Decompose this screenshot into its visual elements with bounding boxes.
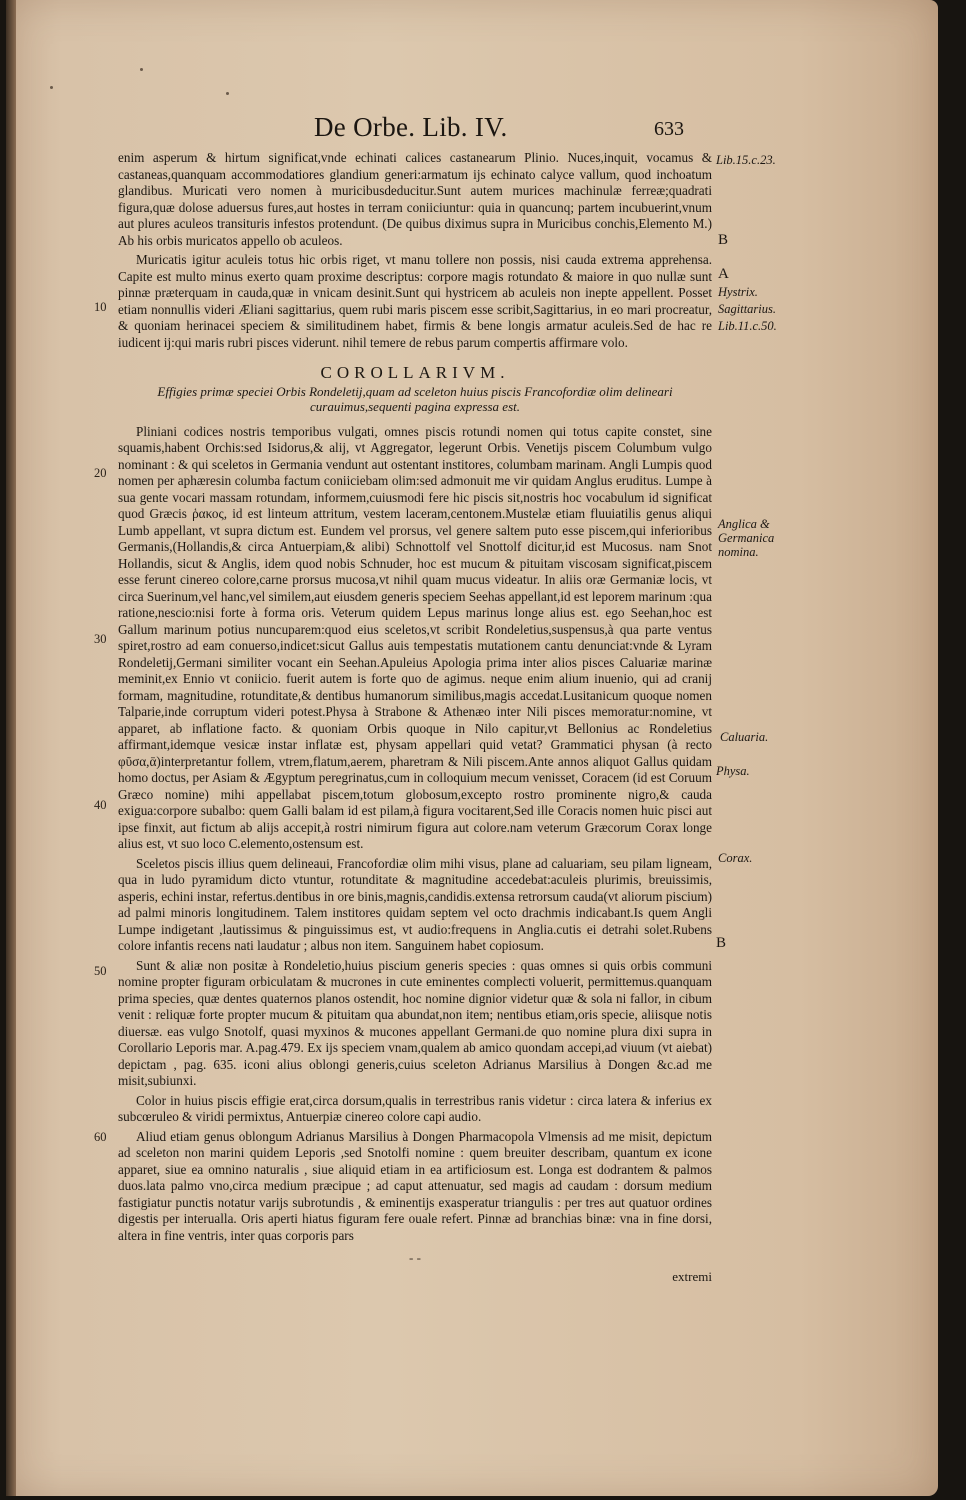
corollary-heading: COROLLARIVM. [320,363,510,382]
line-number: 20 [94,466,107,480]
margin-note: Sagittarius. [718,302,776,316]
margin-note: Physa. [716,764,750,778]
paragraph: Muricatis igitur aculeis totus hic orbis riget, vt manu tollere non possis, nisi cauda extrema apprehensa. Capite est multo minus exerto quam proxime descriptus: corpore magis rotundato & maiore in quo nullæ sunt pinnæ præterquam in cauda,quæ in vnicam desinit.Sunt qui hystricem ab aculeis non inepte appellent. Posset etiam nonnullis videri Æliani sagittarius, quem rubi maris piscem esse scribit,Sagittarius, in eo mari procreatur, & quoniam herinacei speciem & similitudinem habet, firmis & bene longis armatur aculeis.Sed de hac re iudicent ij:qui maris rubri pisces viderunt. nihil temere de rebus parum compertis affirmare volo. [118,252,712,350]
page-number: 633 [654,118,684,140]
margin-note: Lib.15.c.23. [716,153,776,167]
ink-speck [140,68,143,71]
body-text [118,150,712,1285]
paragraph: Sunt & aliæ non positæ à Rondeletio,huius piscium generis species : quas omnes si quis orbis communi nomine propter figuram orbiculatam & mucrones in cute eminentes complecti voluerit, permittemus.quanquam prima species, quæ dentes quaternos planos ostendit, hoc nomine dignior videtur quæ & sola ni fallor, in cibum venit : reliquæ forte propter mucum & pituitam qua abundat,non item; nentibus etiam,oris specie, aliisque notis diuersæ. eas vulgo Snotolf, quasi myxinos & mucones appellant Germani.de quo nomine plura dixi supra in Corollario Leporis mar. A.pag.479. Ex ijs speciem vnam,qualem ab amico quondam accepi,ad viuum (vt aiebat) depictam , pag. 635. iconi alius oblongi generis,cuius sceleton Adrianus Marsilius à Dongen &c.ad me misit,subiunxi. [118,957,712,1088]
page-header [6,110,938,150]
section-letter: B [716,935,727,951]
catchword: extremi [672,1268,712,1284]
margin-note: Caluaria. [720,730,769,744]
book-page [6,0,938,1496]
ink-mark: - - [409,1250,421,1265]
section-letter: B [718,232,729,248]
margin-note: Lib.11.c.50. [718,319,777,333]
section-letter: A [718,266,729,282]
running-head: De Orbe. Lib. IV. [314,112,508,142]
line-number: 60 [94,1130,107,1144]
line-number: 10 [94,300,107,314]
paragraph: Color in huius piscis effigie erat,circa dorsum,qualis in terrestribus ranis videtur : circa latera & inferius ex subcœruleo & viridi permixtus, Antuerpiæ cinereo colore capi audio. [118,1092,712,1124]
paragraph: Aliud etiam genus oblongum Adrianus Marsilius à Dongen Pharmacopola Vlmensis ad me misit, depictum ad sceleton non marini quidem Leporis ,sed Snotolfi nomine : quem breuiter describam, quantum ex icone apparet, siue ea omnino naturalis , siue aliquid etiam in ea artificiosum est. Longa est dodrantem & palmos duos.lata palmo vno,circa medium præcipue ; ad caput attenuatur, sed magis ad caudam : dorsum medium fastigiatur punctis notatur varijs subrotundis , & eminentijs exasperatur triangulis : per tres aut quatuor ordines digestis per interualla. Oris aperti hiatus figuram fere ouale refert. Pinnæ ad branchias binæ: vna in fine dorsi, altera in fine ventris, inter quas corporis pars [118,1128,712,1243]
paragraph: Pliniani codices nostris temporibus vulgati, omnes piscis rotundi nomen qui totus capite constet, sine squamis,habent Orchis:sed Isidorus,& alij, vt Aggregator, legerunt Orbis. Venetijs piscem Columbum vulgo nominant : & qui sceletos in Germania vendunt aut ostentant institores, columbam marinam. Angli Lumpis quod nomen per aphæresin columba factum coniiciebam olim:sed admonuit me vir quidam Anglus eruditus. Lumpe à sua gente vocari massam rotundam, informem,cuiusmodi fere hic piscis sit,nostris hoc vocabulum id significat quod Græcis ῥακος, id est linteum attritum, vestem laceram,centonem.Mustelæ etiam fluuiatilis genus aliqui Lumb appellant, vt supra dictum est. Eundem vel prorsus, vel genere saltem puto esse piscem,qui inferioribus Germanis,(Hollandis,& circa Antuerpiam,& alibi) Schnottolf vel Snottolf dicitur,id est Mucosus. nam Snot Hollandis, sicut & Anglis, idem quod nobis Schnuder, hoc est mucum & pituitam viscosam significat,piscem esse ferunt cinereo colore,carne prorsus mucosa,vt nihil quam mucus videatur. In aliis oræ Germaniæ locis, vt circa Suerinum,vel hanc,vel similem,aut eiusdem generis speciem Seehas appellant,id est leporem marinum :qua ratione,nescio:nisi forte à forma oris. Veterum quidem Lepus marinus longe alius est. ego Seehan,hoc est Gallum marinum potius nuncuparem:quod eius sceletos,vt scribit Rondeletius,suspensus,à qua parte ventus spiret,rostro ad eam conuerso,indicet:sicut Gallus auis tempestatis mutationem cantu denunciat:vnde & Lyram Rondeletij,Germani similiter vocant ein Seehan.Apuleius Apologia prima inter alios pisces Caluariæ marinæ meminit,ex Ennio vt coniicio. fuerit autem is forte quo de agimus. neque enim alium inuenio, qui ad cranij formam, magnitudine, rotunditate,& dentibus humanorum similibus,magis accedat.Lusitanicum quoque nomen Talparie,inde corruptum videri potest.Physa à Strabone & Athenæo inter Nili pisces memoratur:nomine, vt apparet, ab inflatione facto. & quoniam Orbis quoque in Nilo capitur,vt Bellonius ac Rondeletius affirmant,idemque vesicæ instar inflatæ est, physam appellari quid vetat? Grammatici physan (à recto φῦσα,ᾱ)interpretantur follem, vtrem,flatum,aerem, pharetram & Nili piscem.Ante annos aliquot Gallus quidam homo doctus, per Asiam & Ægyptum peregrinatus,cum in colloquium mecum venisset, Coracem (id est Coruum Græco nomine) mihi appellabat piscem,totum globosum,excepto rostro prominente nigro,& cauda exigua:corpore subalbo: quem Galli balam id est pilam,à figura vocitarent,Sed ille Coracis nomen huic pisci aut ipse finxit, aut fictum ab alijs accepit,à rostri nimirum figura aut colore.nam veterum Græcorum Corax longe alius est, vt suo loco C.elemento,ostensum est. [118,423,712,851]
margin-note: Anglica & Germanica nomina. [718,517,775,559]
margin-note: Corax. [718,851,753,865]
corollary-caption: Effigies primæ speciei Orbis Rondeletij,quam ad sceleton huius piscis Francofordiæ olim delineari curauimus,sequenti pagina expressa est. [157,383,673,414]
line-number: 50 [94,964,107,978]
paragraph: Sceletos piscis illius quem delineaui, Francofordiæ olim mihi visus, plane ad caluariam, seu pilam ligneam, qua in ludo pyramidum dicto vtuntur, rotunditate & magnitudine accedebat:aculeis plurimis, breuissimis, asperis, echini instar, refertus.dentibus in ore binis,magnis,candidis.extensa retrorsum cauda(vt aliorum piscium) ad palmi minoris longitudinem. Talem institores quidam septem vel octo drachmis indicabant.Is quem Angli Lumpe indigetant ,lautissimus & pinguissimus est, vt audio:frequens in Anglia.cutis ei detrahi solet.Rubens colore infantis recens nati laudatur ; albus non item. Sanguinem habet copiosum. [118,855,712,953]
line-number: 30 [94,632,107,646]
margin-note: Hystrix. [718,285,758,299]
ink-speck [226,92,229,95]
line-number: 40 [94,798,107,812]
page-gutter [6,0,16,1496]
paragraph: enim asperum & hirtum significat,vnde echinati calices castanearum Plinio. Nuces,inquit, vocamus & castaneas,quanquam accommodatiores glandium generi:armatum ijs echinato calyce vallum, quod inchoatum glandibus. Muricati vero nomen à muricibusdeducitur.Sunt autem murices machinulæ ferreæ;quadrati figura,quæ dolose aduersus fures,aut hostes in terram coniiciuntur: quia in quancunq; partem incubuerint,vnum aut plures aculeos transituris infestos protendunt. (De quibus diximus supra in Muricibus conchis,Elemento M.) Ab his orbis muricatos appello ob aculeos. [118,150,712,248]
ink-speck [50,86,53,89]
